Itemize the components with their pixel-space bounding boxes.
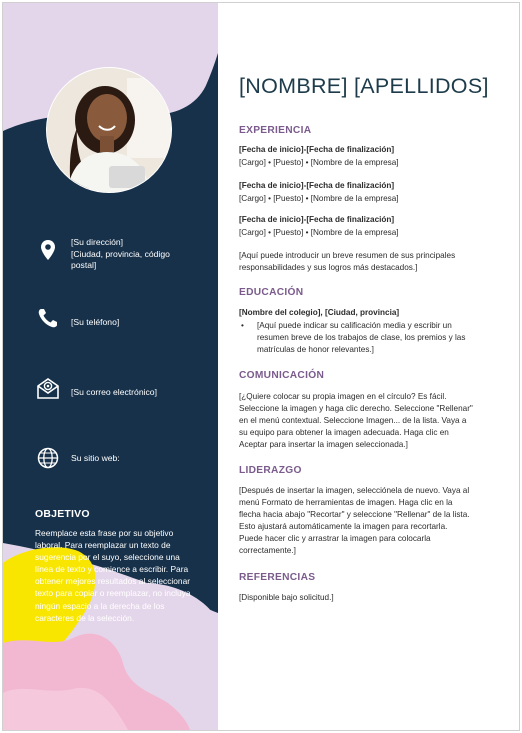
leadership-line-6[interactable]: correctamente.] <box>239 546 296 555</box>
experience-dates-3[interactable]: [Fecha de inicio]-[Fecha de finalización] <box>239 215 395 224</box>
leadership-line-4[interactable]: Esto ajustará automáticamente la imagen para recortarla. <box>239 522 448 531</box>
leadership-line-2[interactable]: menú Formato de herramientas de imagen. Haga clic en la <box>239 498 453 507</box>
email-icon <box>35 375 61 401</box>
experience-title: EXPERIENCIA <box>239 125 312 136</box>
objective-text[interactable]: Reemplace esta frase por su objetivo laboral. Para reemplazar un texto de sugerencia por el suyo, seleccione una línea de texto y comience a escribir. Para obtener mejores resultados al seleccionar texto para copiar o reemplazar, no incluya ningún espacio a la derecha de los caracteres de la selección. <box>35 528 191 623</box>
address-line-2: [Ciudad, provincia, código <box>71 248 170 259</box>
education-bullet-text <box>257 320 465 357</box>
references-text[interactable]: [Disponible bajo solicitud.] <box>239 593 334 602</box>
education-title: EDUCACIÓN <box>239 287 304 298</box>
globe-icon <box>35 445 61 471</box>
profile-photo-image <box>47 68 171 192</box>
references-title: REFERENCIAS <box>239 572 316 583</box>
education-bullet-line-3: matrículas de honor relevantes.] <box>257 345 374 355</box>
education-school[interactable]: [Nombre del colegio], [Ciudad, provincia] <box>239 308 400 317</box>
education-bullet[interactable] <box>239 320 489 357</box>
address-line-1: [Su dirección] <box>71 237 124 247</box>
address-line-3: postal] <box>71 260 97 270</box>
website-text: Su sitio web: <box>71 453 120 463</box>
experience-summary-1[interactable]: [Aquí puede introducir un breve resumen de sus principales <box>239 251 456 260</box>
communication-line-3[interactable]: en el menú contextual. Seleccione Imagen... de la lista. Vaya a <box>239 416 467 425</box>
email-text: [Su correo electrónico] <box>71 387 157 397</box>
phone-text: [Su teléfono] <box>71 317 120 327</box>
communication-title: COMUNICACIÓN <box>239 370 325 381</box>
location-pin-icon <box>35 237 61 263</box>
bullet-icon: • <box>241 321 244 330</box>
education-bullet-line-1: [Aquí puede indicar su calificación media y escribir un <box>257 321 452 330</box>
leadership-title: LIDERAZGO <box>239 465 302 476</box>
contact-website <box>35 445 195 471</box>
contact-phone <box>35 305 195 331</box>
profile-photo[interactable] <box>46 67 172 193</box>
experience-dates-2[interactable]: [Fecha de inicio]-[Fecha de finalización] <box>239 181 395 190</box>
communication-line-5[interactable]: Aceptar para insertar la imagen seleccionada.] <box>239 440 408 449</box>
experience-summary-2[interactable]: responsabilidades y sus logros más destacados.] <box>239 263 418 272</box>
contact-address <box>35 237 195 272</box>
objective-title: OBJETIVO <box>35 508 90 520</box>
experience-role-2[interactable]: [Cargo] • [Puesto] • [Nombre de la empresa] <box>239 194 399 203</box>
leadership-line-3[interactable]: flecha hacia abajo "Recortar" y seleccione "Rellenar" de la lista. <box>239 510 470 519</box>
phone-icon <box>35 305 61 331</box>
leadership-line-5[interactable]: Puede hacer clic y arrastrar la imagen para colocarla <box>239 534 431 543</box>
communication-line-1[interactable]: [¿Quiere colocar su propia imagen en el círculo? Es fácil. <box>239 392 447 401</box>
full-name[interactable]: [NOMBRE] [APELLIDOS] <box>239 74 489 98</box>
resume-page <box>2 2 520 731</box>
communication-line-4[interactable]: su equipo para obtener la imagen adecuada. Haga clic en <box>239 428 449 437</box>
experience-role-3[interactable]: [Cargo] • [Puesto] • [Nombre de la empresa] <box>239 228 399 237</box>
education-bullet-line-2: resumen breve de los trabajos de clase, los premios y las <box>257 333 466 343</box>
leadership-line-1[interactable]: [Después de insertar la imagen, selecciónela de nuevo. Vaya al <box>239 486 470 495</box>
contact-email <box>35 375 195 401</box>
experience-dates-1[interactable]: [Fecha de inicio]-[Fecha de finalización] <box>239 145 395 154</box>
experience-role-1[interactable]: [Cargo] • [Puesto] • [Nombre de la empresa] <box>239 158 399 167</box>
communication-line-2[interactable]: Seleccione la imagen y haga clic derecho. Seleccione "Rellenar" <box>239 404 473 413</box>
sidebar <box>3 3 218 730</box>
